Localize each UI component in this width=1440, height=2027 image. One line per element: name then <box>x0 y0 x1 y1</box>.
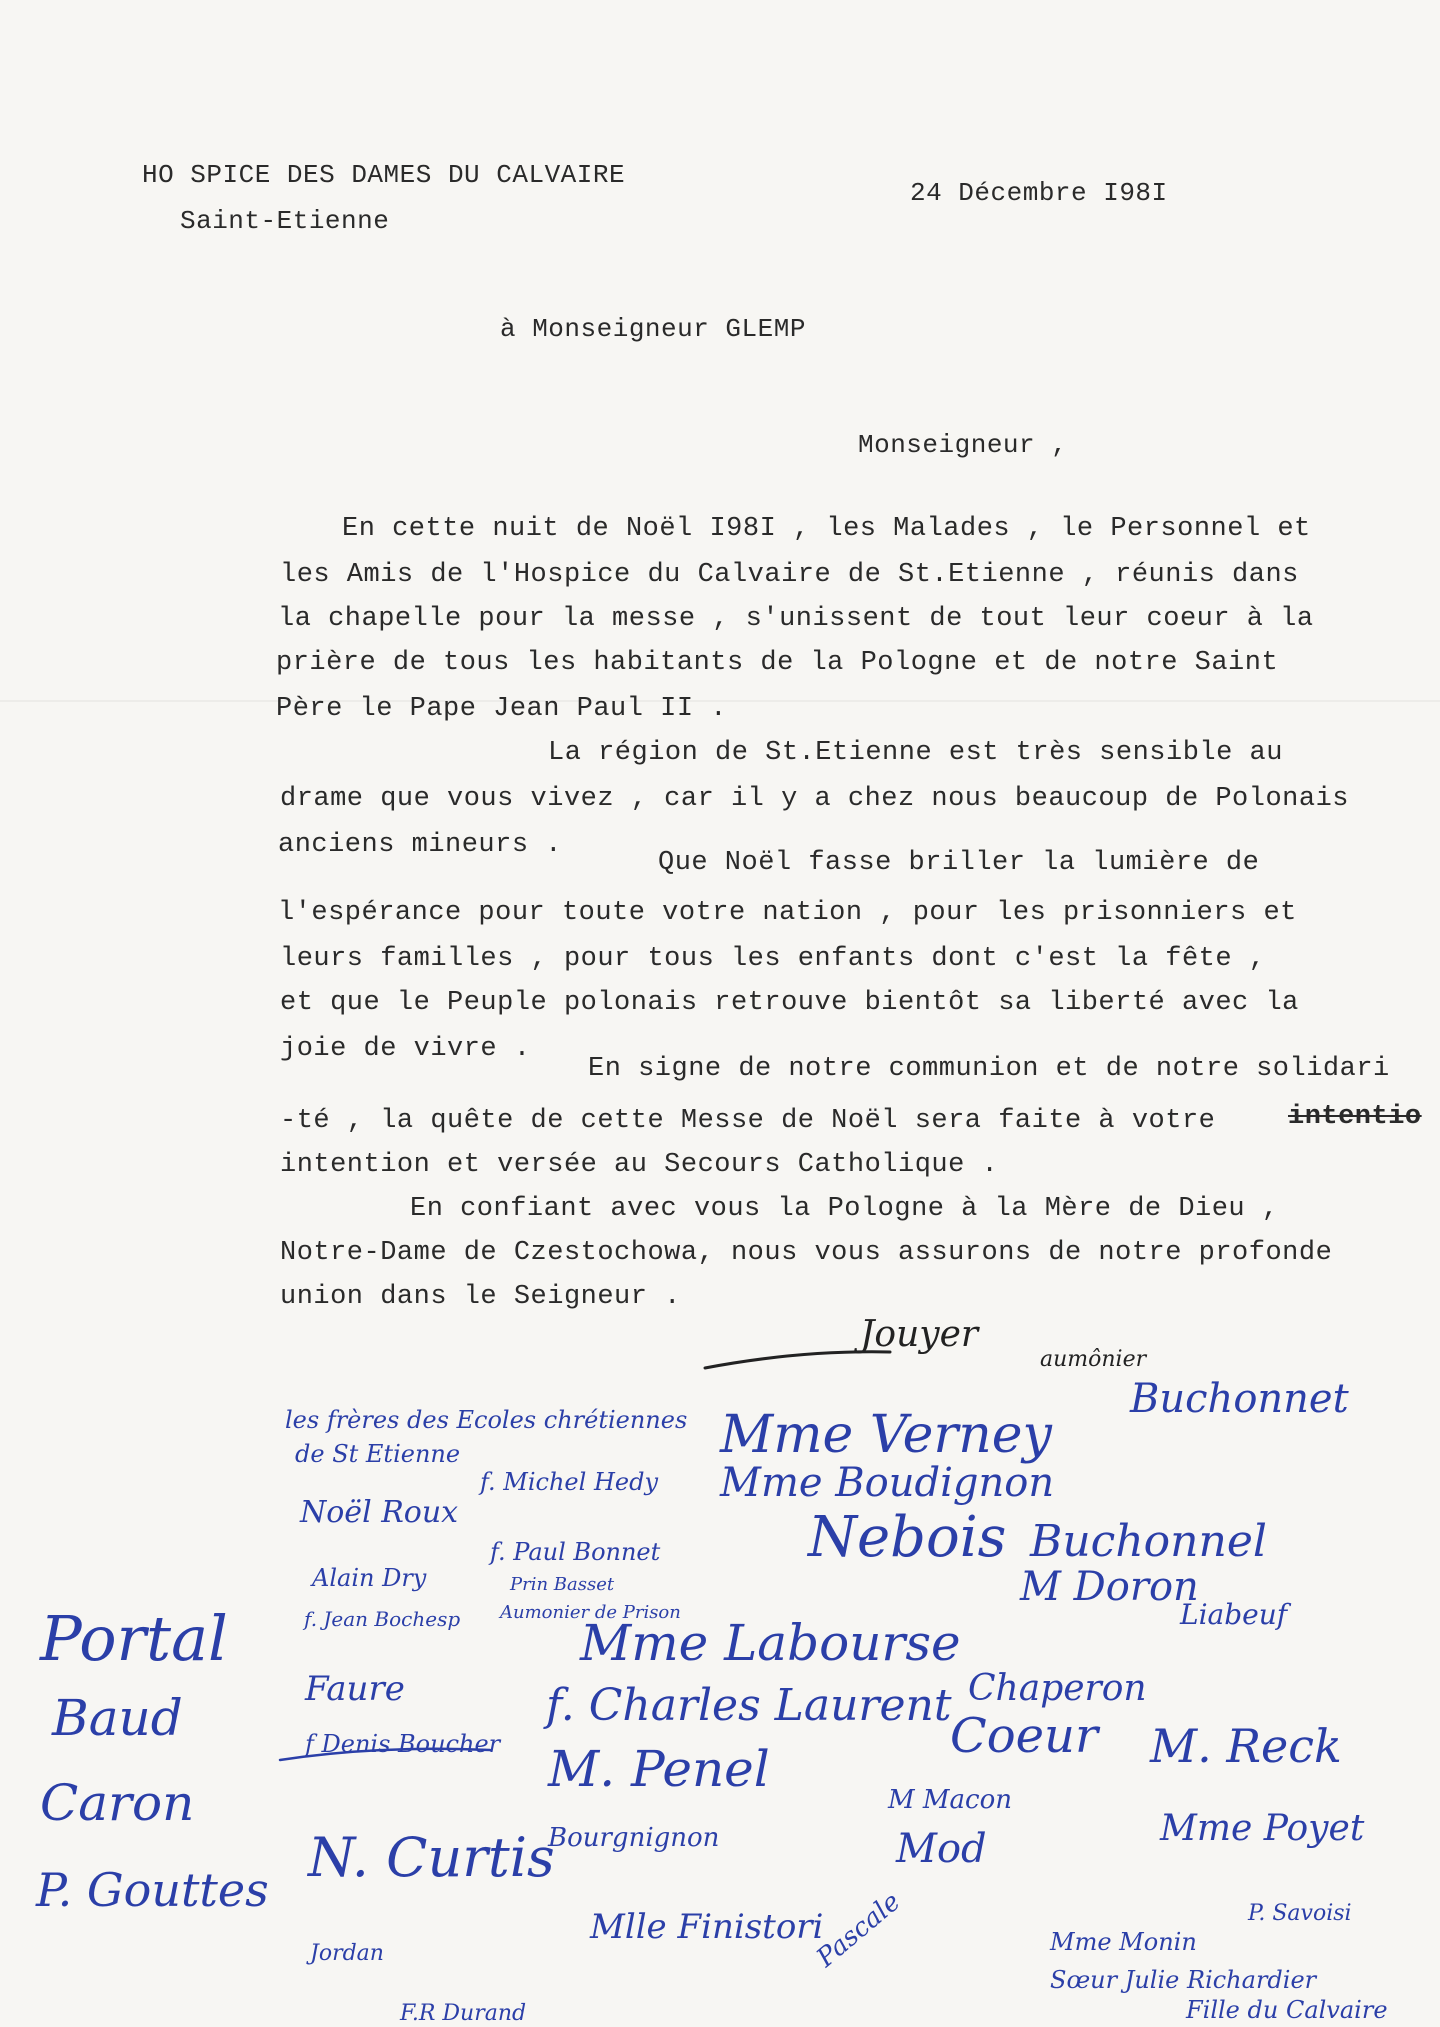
body-line: Père le Pape Jean Paul II . <box>276 694 727 724</box>
body-line: l'espérance pour toute votre nation , pour les prisonniers et <box>278 898 1297 928</box>
signature: M Macon <box>888 1785 1012 1815</box>
body-line: En cette nuit de Noël I98I , les Malades , le Personnel et <box>342 514 1311 544</box>
salutation: Monseigneur , <box>858 430 1068 460</box>
body-line: drame que vous vivez , car il y a chez nous beaucoup de Polonais <box>280 784 1349 814</box>
signature: Pascale <box>811 1886 907 1974</box>
signature: Mlle Finistori <box>590 1907 824 1947</box>
signature: de St Etienne <box>295 1440 461 1468</box>
signature: F.R Durand <box>400 2001 527 2026</box>
signature: Prin Basset <box>510 1574 615 1595</box>
signature: Mme Poyet <box>1160 1808 1365 1849</box>
signature: Aumonier de Prison <box>500 1602 681 1623</box>
signature: N. Curtis <box>308 1826 555 1889</box>
body-line: Que Noël fasse briller la lumière de <box>658 848 1260 878</box>
body-line: anciens mineurs . <box>278 830 562 860</box>
signature: f Denis Boucher <box>305 1730 501 1758</box>
body-line: leurs familles , pour tous les enfants dont c'est la fête , <box>280 944 1266 974</box>
signature: Chaperon <box>968 1668 1147 1709</box>
signature: M. Penel <box>548 1740 770 1798</box>
sender-city: Saint-Etienne <box>180 206 390 236</box>
signature: aumônier <box>1040 1347 1147 1372</box>
signature: Jouyer <box>860 1314 979 1355</box>
recipient: à Monseigneur GLEMP <box>500 314 806 344</box>
signature: Alain Dry <box>312 1564 427 1592</box>
signature: Baud <box>52 1689 183 1747</box>
struck-word: intentio <box>1288 1102 1422 1132</box>
signature: f. Jean Bochesp <box>304 1607 461 1631</box>
signature: M. Reck <box>1150 1719 1342 1773</box>
signature: M Doron <box>1020 1564 1199 1610</box>
sender-name: HO SPICE DES DAMES DU CALVAIRE <box>142 160 626 190</box>
body-line: En signe de notre communion et de notre solidari <box>588 1054 1390 1084</box>
signature: Jordan <box>310 1941 384 1966</box>
signature: Mme Labourse <box>580 1614 961 1672</box>
signature: f. Michel Hedy <box>480 1468 658 1496</box>
signature: Buchonnel <box>1030 1516 1267 1567</box>
signature: Mme Monin <box>1050 1928 1197 1956</box>
signature: Mme Verney <box>720 1405 1052 1465</box>
signature: Fille du Calvaire <box>1186 1996 1388 2024</box>
signature: Liabeuf <box>1180 1598 1288 1631</box>
body-line: et que le Peuple polonais retrouve bientôt sa liberté avec la <box>280 988 1299 1018</box>
signature: f. Paul Bonnet <box>490 1538 661 1566</box>
body-line: les Amis de l'Hospice du Calvaire de St.Etienne , réunis dans <box>280 560 1299 590</box>
signature: les frères des Ecoles chrétiennes <box>285 1406 688 1434</box>
signature: Mod <box>896 1826 987 1872</box>
signature: Caron <box>40 1774 195 1832</box>
signature: f. Charles Laurent <box>546 1680 952 1731</box>
body-line: -té , la quête de cette Messe de Noël sera faite à votre <box>280 1106 1216 1136</box>
body-line: prière de tous les habitants de la Pologne et de notre Saint <box>276 648 1279 678</box>
letter-date: 24 Décembre I98I <box>910 178 1168 208</box>
body-line: union dans le Seigneur . <box>280 1282 681 1312</box>
signature: Coeur <box>950 1708 1098 1764</box>
body-line: En confiant avec vous la Pologne à la Mère de Dieu , <box>410 1194 1279 1224</box>
body-line: La région de St.Etienne est très sensible au <box>548 738 1283 768</box>
body-line: Notre-Dame de Czestochowa, nous vous assurons de notre profonde <box>280 1238 1333 1268</box>
signature: P. Savoisi <box>1248 1901 1352 1926</box>
signature: P. Gouttes <box>36 1863 269 1917</box>
signature: Bourgnignon <box>548 1823 720 1853</box>
signature: Nebois <box>808 1505 1007 1570</box>
body-line: la chapelle pour la messe , s'unissent de tout leur coeur à la <box>278 604 1314 634</box>
signature: Mme Boudignon <box>720 1460 1055 1506</box>
signature: Sœur Julie Richardier <box>1050 1966 1317 1994</box>
signature: Noël Roux <box>300 1495 459 1530</box>
signature: Buchonnet <box>1130 1376 1349 1422</box>
signature: Portal <box>40 1602 228 1675</box>
body-line: intention et versée au Secours Catholique . <box>280 1150 999 1180</box>
body-line: joie de vivre . <box>280 1034 531 1064</box>
signature: Faure <box>305 1669 405 1709</box>
